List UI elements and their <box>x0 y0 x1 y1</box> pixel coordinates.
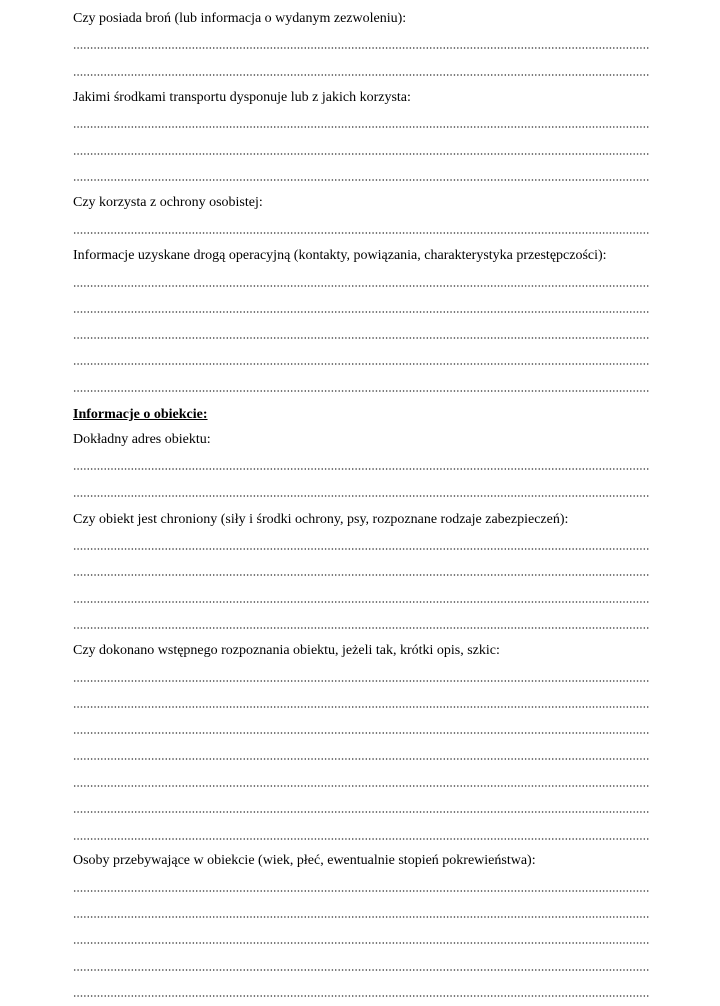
answer-line-recon-4[interactable] <box>73 758 650 760</box>
answer-line-transport-3[interactable] <box>73 179 650 181</box>
answer-line-weapon-1[interactable] <box>73 47 650 49</box>
question-protection: Czy korzysta z ochrony osobistej: <box>73 195 263 210</box>
answer-line-operational-1[interactable] <box>73 285 650 287</box>
question-recon: Czy dokonano wstępnego rozpoznania obiektu, jeżeli tak, krótki opis, szkic: <box>73 643 500 658</box>
answer-line-persons-3[interactable] <box>73 942 650 944</box>
answer-line-operational-4[interactable] <box>73 363 650 365</box>
question-weapon: Czy posiada broń (lub informacja o wydanym zezwoleniu): <box>73 11 407 26</box>
answer-line-transport-1[interactable] <box>73 126 650 128</box>
question-guarded: Czy obiekt jest chroniony (siły i środki ochrony, psy, rozpoznane rodzaje zabezpieczeń): <box>73 512 569 527</box>
answer-line-persons-4[interactable] <box>73 969 650 971</box>
answer-line-weapon-2[interactable] <box>73 74 650 76</box>
answer-line-operational-2[interactable] <box>73 311 650 313</box>
answer-line-recon-1[interactable] <box>73 680 650 682</box>
answer-line-recon-6[interactable] <box>73 811 650 813</box>
question-transport: Jakimi środkami transportu dysponuje lub z jakich korzysta: <box>73 90 411 105</box>
question-operational: Informacje uzyskane drogą operacyjną (kontakty, powiązania, charakterystyka przestępczości): <box>73 248 607 263</box>
answer-line-guarded-1[interactable] <box>73 548 650 550</box>
answer-line-address-1[interactable] <box>73 468 650 470</box>
answer-line-persons-5[interactable] <box>73 995 650 997</box>
question-address: Dokładny adres obiektu: <box>73 432 211 447</box>
answer-line-guarded-3[interactable] <box>73 601 650 603</box>
answer-line-operational-5[interactable] <box>73 390 650 392</box>
section-heading-object: Informacje o obiekcie: <box>73 407 208 422</box>
answer-line-recon-3[interactable] <box>73 732 650 734</box>
answer-line-recon-5[interactable] <box>73 785 650 787</box>
question-persons: Osoby przebywające w obiekcie (wiek, płeć, ewentualnie stopień pokrewieństwa): <box>73 853 536 868</box>
answer-line-protection-1[interactable] <box>73 232 650 234</box>
answer-line-operational-3[interactable] <box>73 337 650 339</box>
answer-line-address-2[interactable] <box>73 495 650 497</box>
answer-line-recon-2[interactable] <box>73 706 650 708</box>
answer-line-persons-1[interactable] <box>73 890 650 892</box>
answer-line-recon-7[interactable] <box>73 838 650 840</box>
answer-line-guarded-2[interactable] <box>73 574 650 576</box>
answer-line-persons-2[interactable] <box>73 916 650 918</box>
answer-line-transport-2[interactable] <box>73 153 650 155</box>
answer-line-guarded-4[interactable] <box>73 627 650 629</box>
